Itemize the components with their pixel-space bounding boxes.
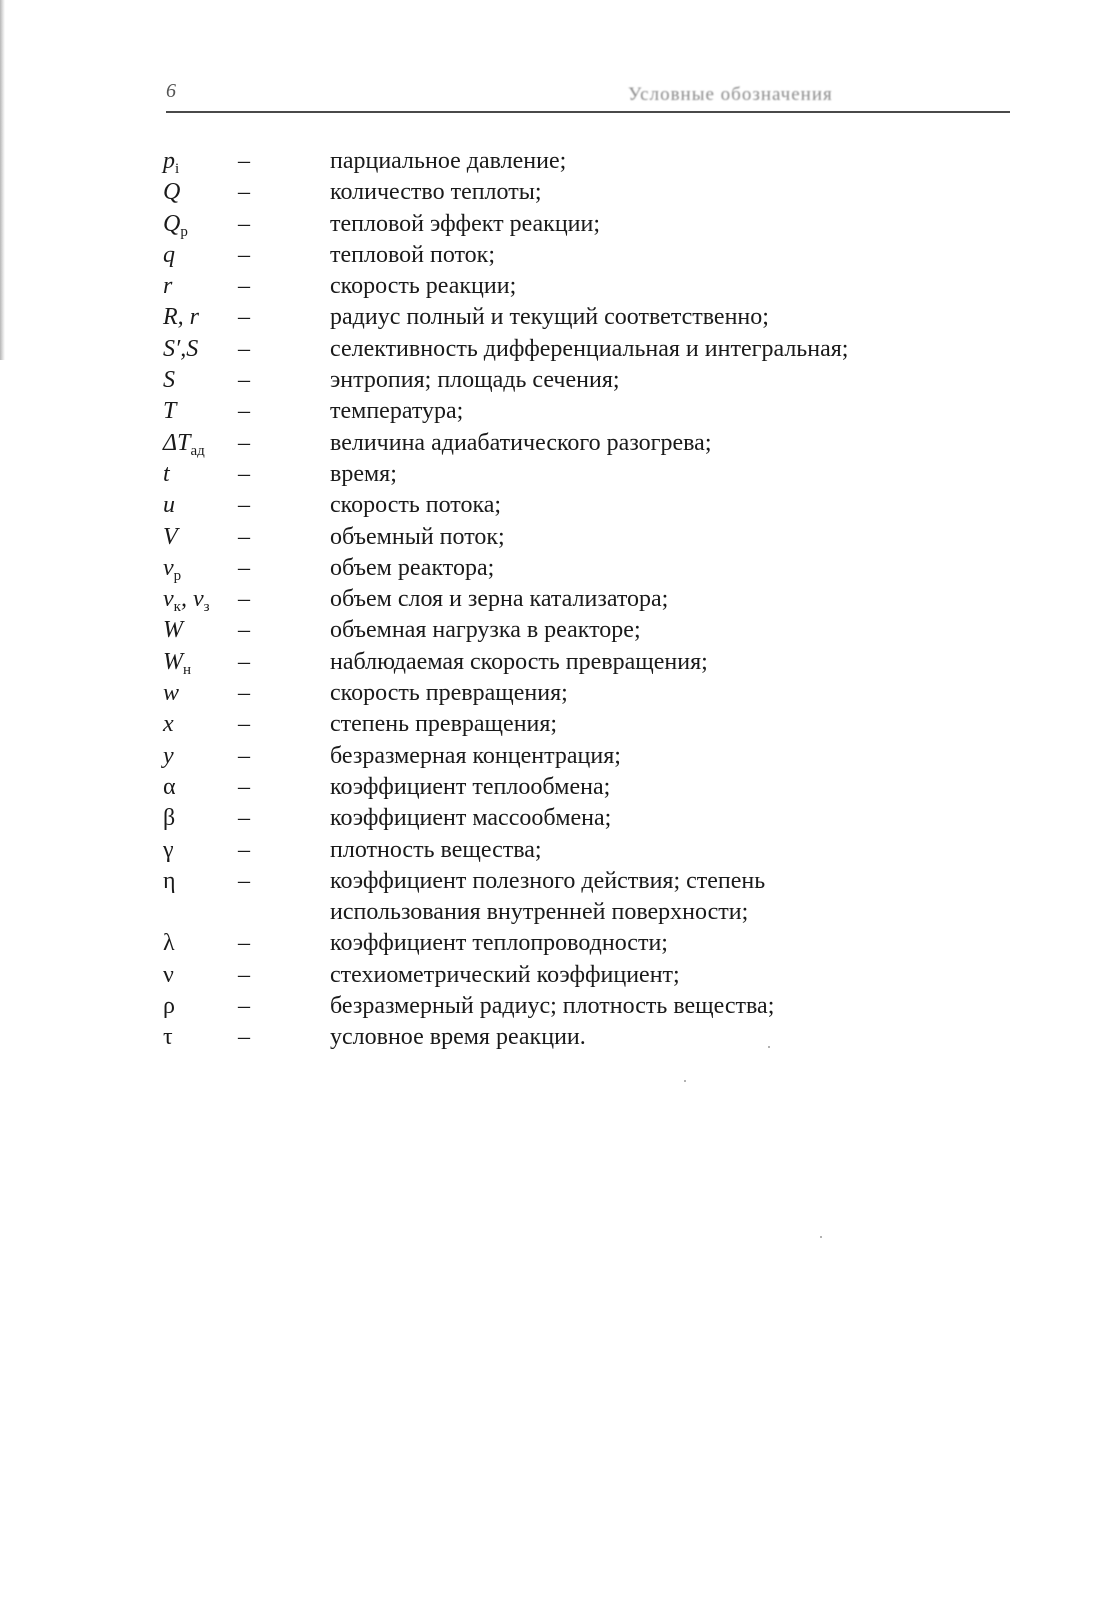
- notation-entry: [163, 240, 963, 271]
- description-text: тепловой поток;: [330, 241, 495, 268]
- notation-description: [330, 741, 963, 772]
- notation-entry: [163, 271, 963, 302]
- notation-description: [330, 553, 963, 584]
- notation-list: [163, 146, 963, 1054]
- dash-separator: –: [238, 554, 250, 581]
- dash-separator: –: [238, 617, 250, 644]
- notation-symbol: [163, 866, 238, 897]
- description-text: стехиометрический коэффициент;: [330, 961, 680, 988]
- dash-separator: –: [238, 711, 250, 738]
- notation-description: [330, 522, 963, 553]
- notation-entry: [163, 835, 963, 866]
- notation-description: [330, 209, 963, 240]
- notation-symbol: [163, 803, 238, 834]
- symbol-base: V: [163, 523, 178, 550]
- description-text: коэффициент теплообмена;: [330, 773, 611, 800]
- symbol-base: T: [163, 398, 177, 425]
- notation-description: [330, 991, 963, 1022]
- notation-symbol: [163, 428, 238, 459]
- notation-symbol: [163, 271, 238, 302]
- dash-separator: –: [238, 179, 250, 206]
- notation-entry: [163, 1022, 963, 1053]
- dash-separator: –: [238, 961, 250, 988]
- dash-separator: –: [238, 586, 250, 613]
- symbol-base: λ: [163, 930, 175, 957]
- notation-symbol: [163, 396, 238, 427]
- notation-entry: [163, 741, 963, 772]
- notation-entry: [163, 647, 963, 678]
- description-text: скорость превращения;: [330, 680, 568, 707]
- notation-description: [330, 615, 963, 646]
- notation-description: [330, 960, 963, 991]
- notation-description: [330, 709, 963, 740]
- symbol-base: w: [163, 680, 180, 707]
- notation-entry: [163, 334, 963, 365]
- notation-symbol: [163, 459, 238, 490]
- notation-entry: [163, 177, 963, 208]
- symbol-base: p: [163, 148, 175, 174]
- notation-description: [330, 334, 963, 365]
- symbol-base: S: [163, 367, 175, 394]
- notation-entry: [163, 365, 963, 396]
- dash-separator: –: [238, 773, 250, 800]
- symbol-base: τ: [163, 1024, 173, 1051]
- notation-entry: [163, 490, 963, 521]
- symbol-subscript: к: [173, 599, 181, 616]
- notation-symbol: [163, 334, 238, 365]
- symbol-base: ν: [163, 961, 174, 988]
- notation-description: [330, 271, 963, 302]
- notation-description: [330, 428, 963, 459]
- description-text: плотность вещества;: [330, 836, 542, 863]
- symbol-base: x: [163, 711, 174, 738]
- symbol-base: y: [163, 742, 174, 769]
- description-text: скорость потока;: [330, 492, 502, 519]
- description-text: селективность дифференциальная и интегральная;: [330, 335, 849, 362]
- running-title: Условные обозначения: [628, 84, 833, 105]
- description-text: количество теплоты;: [330, 179, 542, 206]
- symbol-base: u: [163, 492, 175, 519]
- dash-separator: –: [238, 241, 250, 268]
- notation-description: [330, 866, 963, 929]
- notation-symbol: [163, 584, 238, 615]
- notation-symbol: [163, 615, 238, 646]
- notation-entry: [163, 709, 963, 740]
- notation-symbol: [163, 647, 238, 678]
- notation-entry: [163, 991, 963, 1022]
- notation-entry: [163, 866, 963, 929]
- dash-separator: –: [238, 523, 250, 550]
- notation-description: [330, 177, 963, 208]
- description-text: объем реактора;: [330, 554, 495, 581]
- notation-entry: [163, 678, 963, 709]
- notation-entry: [163, 209, 963, 240]
- dash-separator: –: [238, 648, 250, 675]
- dash-separator: –: [238, 148, 250, 174]
- notation-description: [330, 584, 963, 615]
- notation-description: [330, 647, 963, 678]
- symbol-base: ΔT: [163, 429, 191, 456]
- notation-description: [330, 928, 963, 959]
- notation-description: [330, 459, 963, 490]
- notation-symbol: [163, 991, 238, 1022]
- notation-entry: [163, 928, 963, 959]
- symbol-base: S′,S: [163, 335, 199, 362]
- page-number: 6: [166, 80, 176, 102]
- description-text: величина адиабатического разогрева;: [330, 429, 712, 456]
- notation-symbol: [163, 146, 238, 177]
- description-text: условное время реакции.: [330, 1024, 586, 1051]
- description-text-continued: использования внутренней поверхности;: [330, 899, 749, 926]
- notation-symbol: [163, 709, 238, 740]
- symbol-subscript: ад: [190, 442, 205, 459]
- dash-separator: –: [238, 398, 250, 425]
- notation-description: [330, 835, 963, 866]
- notation-entry: [163, 803, 963, 834]
- dash-separator: –: [238, 1024, 250, 1051]
- notation-symbol: [163, 772, 238, 803]
- running-head: [150, 76, 1010, 116]
- notation-symbol: [163, 522, 238, 553]
- symbol-base: v: [163, 554, 174, 581]
- notation-entry: [163, 522, 963, 553]
- notation-description: [330, 146, 963, 177]
- dash-separator: –: [238, 680, 250, 707]
- scan-speck: [684, 1080, 686, 1082]
- description-text: объемный поток;: [330, 523, 505, 550]
- notation-description: [330, 1022, 963, 1053]
- dash-separator: –: [238, 335, 250, 362]
- symbol-base-second: , v: [180, 586, 204, 613]
- description-text: степень превращения;: [330, 711, 558, 738]
- symbol-subscript-second: з: [203, 599, 210, 616]
- symbol-base: W: [163, 648, 183, 675]
- scan-speck: [820, 1236, 822, 1238]
- notation-description: [330, 772, 963, 803]
- notation-description: [330, 490, 963, 521]
- notation-symbol: [163, 177, 238, 208]
- description-text: объемная нагрузка в реакторе;: [330, 617, 641, 644]
- symbol-base: γ: [163, 836, 174, 863]
- notation-symbol: [163, 209, 238, 240]
- notation-entry: [163, 615, 963, 646]
- description-text: энтропия; площадь сечения;: [330, 367, 620, 394]
- dash-separator: –: [238, 492, 250, 519]
- notation-symbol: [163, 240, 238, 271]
- symbol-subscript: р: [180, 223, 188, 240]
- notation-symbol: [163, 490, 238, 521]
- description-text: наблюдаемая скорость превращения;: [330, 648, 708, 675]
- notation-description: [330, 803, 963, 834]
- description-text: безразмерный радиус; плотность вещества;: [330, 993, 775, 1020]
- symbol-base: R, r: [163, 304, 199, 331]
- notation-entry: [163, 146, 963, 177]
- scan-speck: [768, 1046, 770, 1048]
- symbol-subscript: i: [175, 161, 180, 177]
- dash-separator: –: [238, 210, 250, 237]
- symbol-base: v: [163, 586, 174, 613]
- notation-symbol: [163, 960, 238, 991]
- description-text: объем слоя и зерна катализатора;: [330, 586, 669, 613]
- dash-separator: –: [238, 867, 250, 894]
- dash-separator: –: [238, 993, 250, 1020]
- notation-symbol: [163, 302, 238, 333]
- notation-symbol: [163, 365, 238, 396]
- symbol-subscript: р: [173, 567, 182, 584]
- description-text: коэффициент полезного действия; степень: [330, 867, 766, 894]
- notation-symbol: [163, 835, 238, 866]
- dash-separator: –: [238, 429, 250, 456]
- notation-description: [330, 365, 963, 396]
- notation-description: [330, 678, 963, 709]
- symbol-base: Q: [163, 210, 181, 237]
- description-text: коэффициент массообмена;: [330, 805, 612, 832]
- scan-edge-shadow: [0, 0, 5, 360]
- notation-symbol: [163, 678, 238, 709]
- notation-entry: [163, 772, 963, 803]
- dash-separator: –: [238, 304, 250, 331]
- notation-entry: [163, 302, 963, 333]
- description-text: тепловой эффект реакции;: [330, 210, 601, 237]
- description-text: парциальное давление;: [330, 148, 567, 174]
- notation-description: [330, 302, 963, 333]
- description-text: радиус полный и текущий соответственно;: [330, 304, 769, 331]
- description-text: температура;: [330, 398, 464, 425]
- symbol-base: α: [163, 773, 176, 800]
- dash-separator: –: [238, 805, 250, 832]
- symbol-base: t: [163, 460, 170, 487]
- dash-separator: –: [238, 836, 250, 863]
- dash-separator: –: [238, 367, 250, 394]
- symbol-base: β: [163, 805, 176, 832]
- notation-symbol: [163, 1022, 238, 1053]
- notation-entry: [163, 960, 963, 991]
- notation-description: [330, 240, 963, 271]
- symbol-base: η: [163, 867, 176, 894]
- notation-entry: [163, 584, 963, 615]
- notation-symbol: [163, 553, 238, 584]
- symbol-base: q: [163, 241, 175, 268]
- symbol-base: r: [163, 273, 173, 300]
- symbol-base: ρ: [163, 993, 175, 1020]
- dash-separator: –: [238, 273, 250, 300]
- description-text: коэффициент теплопроводности;: [330, 930, 668, 957]
- notation-description: [330, 396, 963, 427]
- notation-entry: [163, 553, 963, 584]
- notation-symbol: [163, 928, 238, 959]
- dash-separator: –: [238, 460, 250, 487]
- dash-separator: –: [238, 742, 250, 769]
- symbol-subscript: н: [183, 661, 192, 678]
- description-text: скорость реакции;: [330, 273, 517, 300]
- notation-entry: [163, 428, 963, 459]
- notation-entry: [163, 459, 963, 490]
- description-text: безразмерная концентрация;: [330, 742, 621, 769]
- notation-entry: [163, 396, 963, 427]
- description-text: время;: [330, 460, 397, 487]
- symbol-base: Q: [163, 179, 181, 206]
- dash-separator: –: [238, 930, 250, 957]
- notation-symbol: [163, 741, 238, 772]
- symbol-base: W: [163, 617, 183, 644]
- header-rule: [166, 111, 1010, 113]
